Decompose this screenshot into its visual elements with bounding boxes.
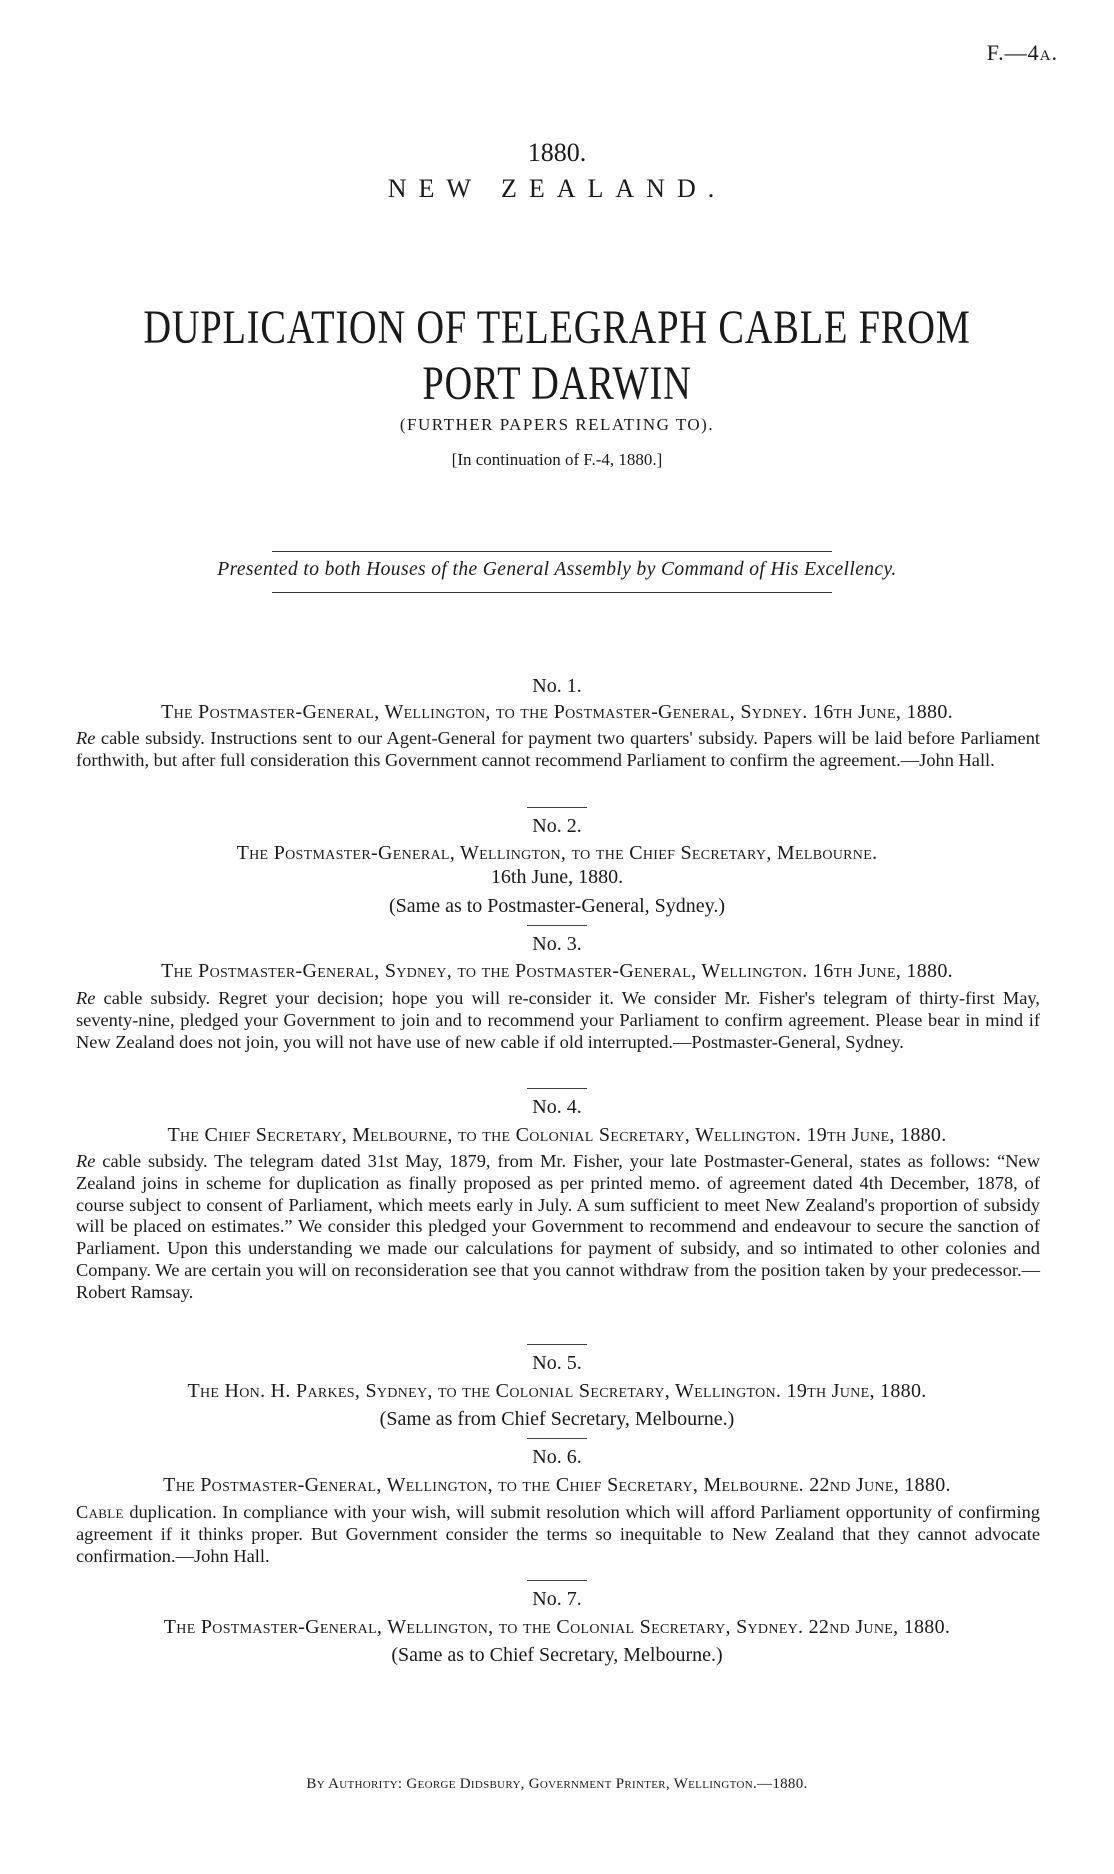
message-number: No. 2. bbox=[532, 815, 582, 837]
message-lead: Re bbox=[76, 728, 96, 748]
message-note: (Same as from Chief Secretary, Melbourne.) bbox=[379, 1408, 735, 1430]
message-note: (Same as to Chief Secretary, Melbourne.) bbox=[391, 1644, 723, 1666]
message-number: No. 7. bbox=[532, 1588, 582, 1610]
message-heading: The Postmaster-General, Wellington, to the Postmaster-General, Sydney. 16th June, 1880. bbox=[161, 701, 953, 723]
separator bbox=[527, 1088, 587, 1089]
separator bbox=[527, 1580, 587, 1581]
subtitle: (FURTHER PAPERS RELATING TO). bbox=[399, 415, 715, 434]
message-number: No. 4. bbox=[532, 1096, 582, 1118]
document-reference: F.—4a. bbox=[986, 40, 1058, 65]
message-number: No. 5. bbox=[532, 1352, 582, 1374]
message-number: No. 3. bbox=[532, 933, 582, 955]
country: NEW ZEALAND. bbox=[387, 174, 727, 203]
message-heading: The Postmaster-General, Wellington, to the Colonial Secretary, Sydney. 22nd June, 1880. bbox=[163, 1616, 951, 1638]
title-line-2: PORT DARWIN bbox=[422, 357, 692, 410]
message-heading: The Chief Secretary, Melbourne, to the Colonial Secretary, Wellington. 19th June, 1880. bbox=[167, 1124, 947, 1146]
message-heading: The Hon. H. Parkes, Sydney, to the Colonial Secretary, Wellington. 19th June, 1880. bbox=[187, 1380, 927, 1402]
continuation-note: [In continuation of F.-4, 1880.] bbox=[451, 450, 663, 469]
message-text: cable subsidy. Regret your decision; hope you will re-consider it. We consider Mr. Fisher's telegram of thirty-first May, seventy-nine, pledged your Government to join and to recommend your Parliament to confirm agreement. Please bear in mind if New Zealand does not join, you will not have use of new cable if old interrupted.—Postmaster-General, Sydney. bbox=[76, 988, 1040, 1052]
message-body bbox=[76, 1151, 1040, 1304]
printer-footer: By Authority: George Didsbury, Government Printer, Wellington.—1880. bbox=[306, 1776, 808, 1792]
rule-top bbox=[272, 551, 832, 552]
title-line-1: DUPLICATION OF TELEGRAPH CABLE FROM bbox=[143, 301, 971, 354]
message-lead: Re bbox=[76, 988, 96, 1008]
separator bbox=[527, 1438, 587, 1439]
message-number: No. 6. bbox=[532, 1446, 582, 1468]
message-heading: The Postmaster-General, Wellington, to the Chief Secretary, Melbourne. 22nd June, 1880. bbox=[163, 1474, 951, 1496]
message-text: cable subsidy. Instructions sent to our Agent-General for payment two quarters' subsidy. Papers will be laid before Parliament forthwith, but after full consideration this Government cannot recommend Parliament to confirm the agreement.—John Hall. bbox=[76, 728, 1040, 770]
year: 1880. bbox=[527, 138, 587, 167]
message-body bbox=[76, 1502, 1040, 1567]
separator bbox=[527, 925, 587, 926]
message-text: cable subsidy. The telegram dated 31st May, 1879, from Mr. Fisher, your late Postmaster-General, states as follows: “New Zealand joins in scheme for duplication as finally proposed as per printed memo. of agreement dated 4th December, 1878, of course subject to consent of Parliament, which meets early in July. A sum sufficient to meet New Zealand's proportion of subsidy will be placed on estimates.” We consider this pledged your Government to recommend and endeavour to secure the sanction of Parliament. Upon this understanding we made our calculations for payment of subsidy, and so intimated to other colonies and Company. We are certain you will on reconsideration see that you cannot withdraw from the position taken by your predecessor.—Robert Ramsay. bbox=[76, 1151, 1040, 1302]
rule-bottom bbox=[272, 592, 832, 593]
message-heading: The Postmaster-General, Wellington, to the Chief Secretary, Melbourne. bbox=[236, 842, 878, 864]
message-heading: The Postmaster-General, Sydney, to the Postmaster-General, Wellington. 16th June, 1880. bbox=[161, 960, 953, 982]
message-body bbox=[76, 728, 1040, 772]
message-date: 16th June, 1880. bbox=[490, 866, 624, 888]
message-text: duplication. In compliance with your wish, will submit resolution which will afford Parliament opportunity of confirming agreement if it thinks proper. But Government consider the terms so inequitable to New Zealand that they cannot advocate confirmation.—John Hall. bbox=[76, 1502, 1040, 1566]
separator bbox=[527, 807, 587, 808]
message-lead: Re bbox=[76, 1151, 96, 1171]
presented-line: Presented to both Houses of the General Assembly by Command of His Excellency. bbox=[217, 559, 897, 580]
message-number: No. 1. bbox=[532, 675, 582, 697]
message-lead: Cable bbox=[76, 1502, 124, 1522]
message-body bbox=[76, 988, 1040, 1053]
message-note: (Same as to Postmaster-General, Sydney.) bbox=[389, 895, 725, 917]
separator bbox=[527, 1344, 587, 1345]
